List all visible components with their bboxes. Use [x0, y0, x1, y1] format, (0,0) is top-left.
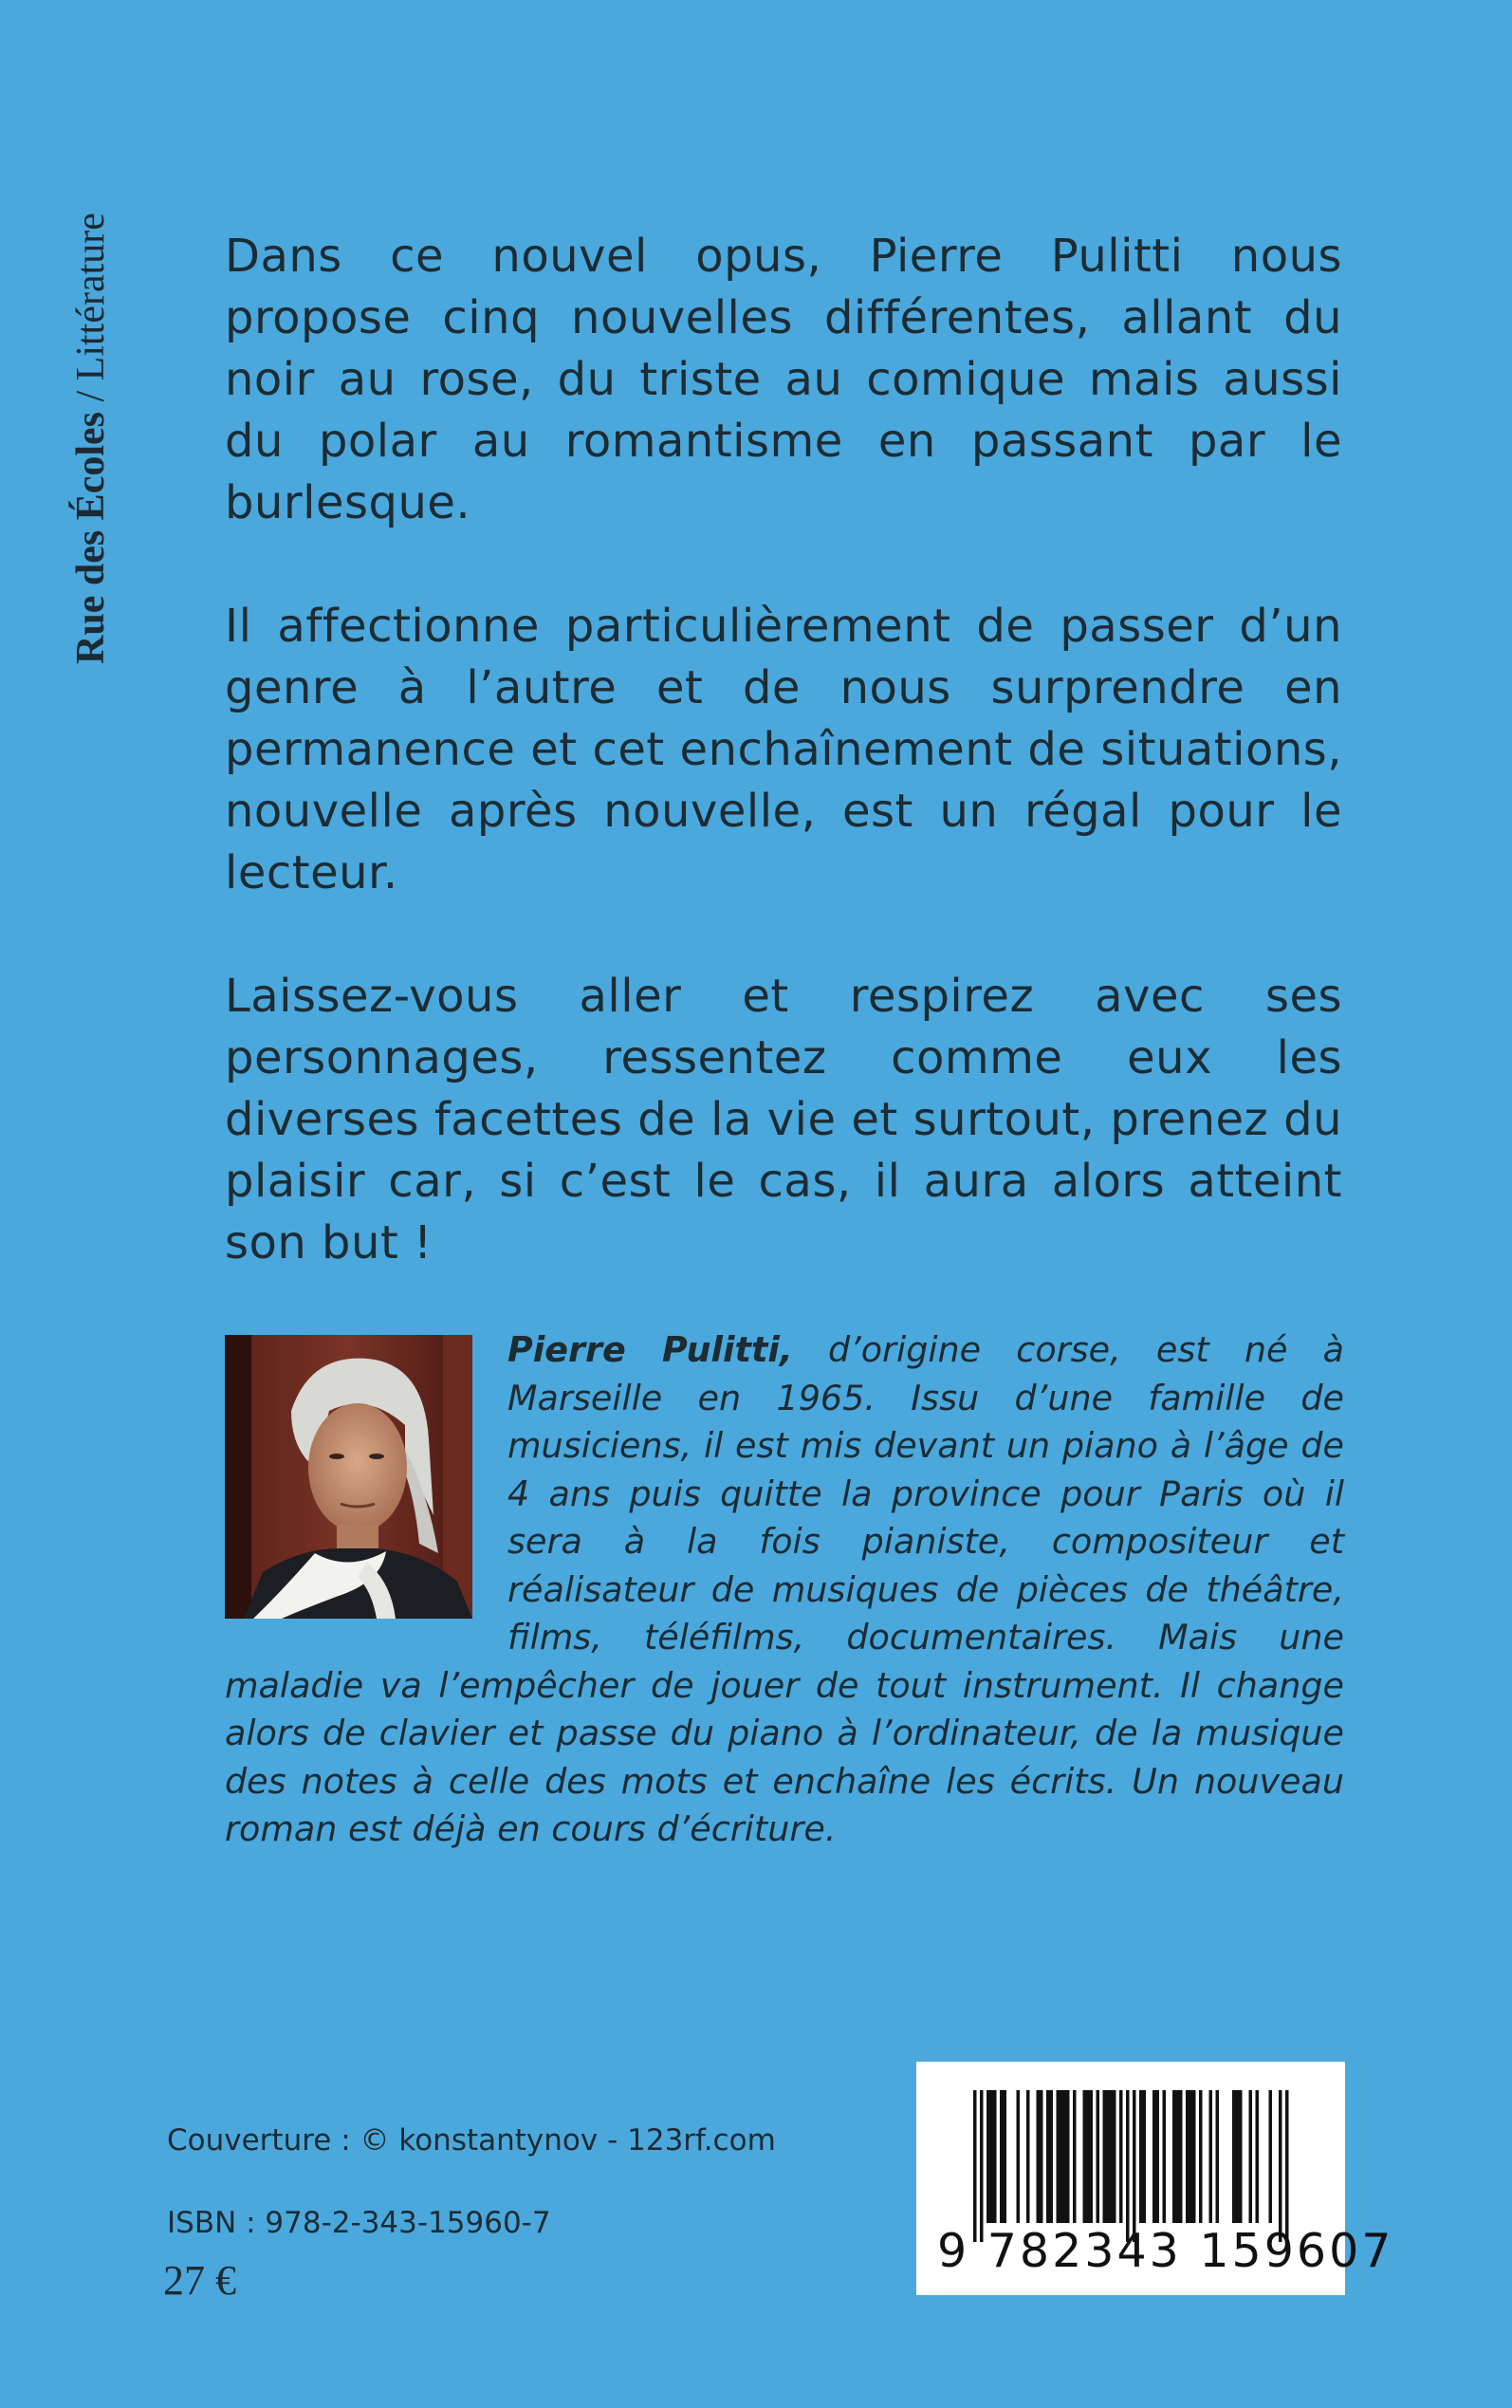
spine-separator: / — [69, 380, 113, 412]
barcode — [916, 2062, 1394, 2295]
barcode-bar — [1279, 2090, 1282, 2242]
barcode-bar — [1063, 2090, 1067, 2223]
barcode-digits: 9 782343 159607 — [937, 2224, 1394, 2278]
barcode-bar — [1249, 2090, 1253, 2223]
barcode-bar — [1285, 2090, 1289, 2242]
author-bio — [225, 1326, 1344, 1854]
collection-name: Littérature — [69, 213, 113, 381]
barcode-bar — [1139, 2090, 1143, 2223]
barcode-bar — [1179, 2090, 1183, 2223]
series-name: Rue des Écoles — [69, 412, 113, 664]
photo-spacer — [225, 1326, 507, 1654]
cover-credit: Couverture : © konstantynov - 123rf.com — [167, 2123, 776, 2158]
barcode-bar — [1199, 2090, 1203, 2223]
barcode-bar — [1192, 2090, 1196, 2223]
barcode-bar — [1110, 2090, 1114, 2223]
barcode-bar — [1097, 2090, 1100, 2223]
barcode-bar — [1066, 2090, 1070, 2223]
barcode-bar — [1186, 2090, 1189, 2223]
price-label: 27 € — [163, 2257, 236, 2304]
barcode-bar — [1026, 2090, 1030, 2223]
barcode-bar — [1189, 2090, 1193, 2223]
barcode-bar — [1057, 2090, 1060, 2223]
barcode-bar — [1046, 2090, 1050, 2223]
barcode-bar — [1090, 2090, 1094, 2223]
barcode-bar — [980, 2090, 984, 2242]
barcode-bar — [1017, 2090, 1021, 2223]
bio-text: d’origine corse, est né à Marseille en 1965. Issu d’une famille de musiciens, il est mis devant un piano à l’âge de 4 ans puis quitte la province pour Paris où il sera à la fois pianiste, compositeur et réalisateur de musiques de pièces de théâtre, films, téléfilms, documentaires. Mais une maladie va l’empêcher de jouer de tout instrument. Il change alors de clavier et passe du piano à l’ordinateur, de la musique des notes à celle des mots et enchaîne les écrits. Un nouveau roman est déjà en cours d’écriture. — [225, 1329, 1344, 1849]
barcode-bar — [986, 2090, 990, 2223]
barcode-bar — [1050, 2090, 1054, 2223]
barcode-bar — [1060, 2090, 1063, 2223]
barcode-bar — [1106, 2090, 1110, 2223]
barcode-bar — [1156, 2090, 1160, 2223]
barcode-bar — [1236, 2090, 1240, 2223]
blurb-paragraph-3: Laissez-vous aller et respirez avec ses personnages, ressentez comme eux les diverses facettes de la vie et surtout, prenez du plaisir car, si c’est le cas, il aura alors atteint son but ! — [225, 970, 1342, 1269]
blurb — [225, 226, 1342, 1274]
barcode-bar — [1216, 2090, 1220, 2223]
barcode-bar — [1133, 2090, 1136, 2242]
spine-label — [68, 213, 114, 664]
barcode-bar — [1126, 2090, 1130, 2242]
barcode-bar — [1037, 2090, 1041, 2223]
barcode-bar — [1176, 2090, 1180, 2223]
isbn-label: ISBN : 978-2-343-15960-7 — [167, 2206, 551, 2240]
blurb-paragraph-1: Dans ce nouvel opus, Pierre Pulitti nous propose cinq nouvelles différentes, allant du noir au rose, du triste au comique mais aussi du polar au romantisme en passant par le burlesque. — [225, 230, 1342, 529]
author-name: Pierre Pulitti, — [507, 1329, 793, 1370]
barcode-bar — [1232, 2090, 1236, 2223]
barcode-bar — [973, 2090, 977, 2242]
barcode-bar — [1004, 2090, 1007, 2223]
barcode-bar — [1103, 2090, 1107, 2223]
barcode-bar — [1163, 2090, 1167, 2223]
barcode-bar — [1119, 2090, 1123, 2223]
barcode-bar — [1209, 2090, 1213, 2223]
barcode-bar — [993, 2090, 997, 2223]
barcode-bar — [1040, 2090, 1043, 2223]
barcode-bar — [1086, 2090, 1090, 2223]
blurb-paragraph-2: Il affectionne particulièrement de passer d’un genre à l’autre et de nous surprendre en permanence et cet enchaînement de situations, nouvelle après nouvelle, est un régal pour le lecteur. — [225, 600, 1342, 899]
barcode-bar — [990, 2090, 994, 2223]
barcode-bar — [1143, 2090, 1147, 2223]
barcode-bar — [1073, 2090, 1077, 2223]
barcode-bar — [1000, 2090, 1004, 2223]
barcode-bar — [1083, 2090, 1087, 2223]
barcode-bar — [1239, 2090, 1243, 2223]
barcode-bar — [1152, 2090, 1156, 2223]
barcode-bar — [1113, 2090, 1116, 2223]
barcode-bar — [1269, 2090, 1273, 2223]
barcode-bar — [1172, 2090, 1176, 2223]
barcode-bar — [1256, 2090, 1260, 2223]
